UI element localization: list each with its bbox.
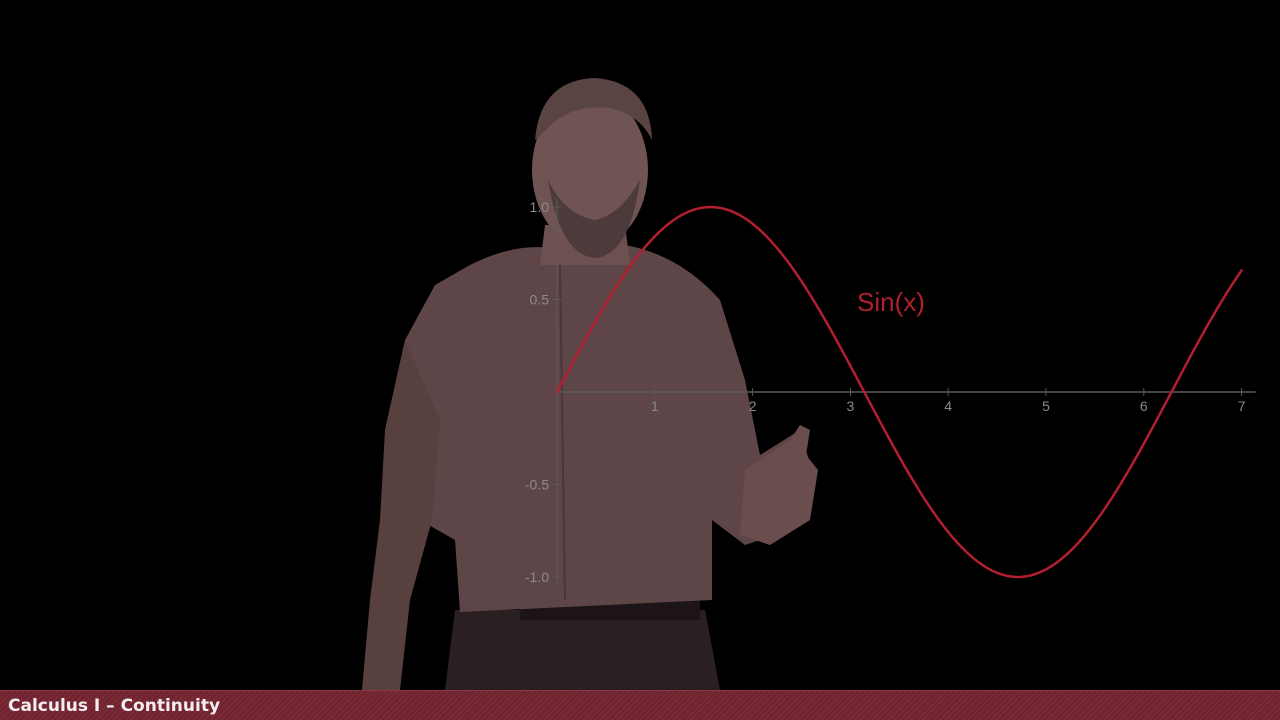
- series-label-sin: Sin(x): [857, 287, 925, 317]
- chart-axes: [557, 199, 1256, 585]
- x-tick-label-3: 3: [846, 398, 855, 414]
- x-tick-label-2: 2: [748, 398, 757, 414]
- x-tick-label-1: 1: [650, 398, 659, 414]
- y-tick-label--1.0: -1.0: [524, 569, 549, 585]
- lecture-title-bar: [0, 690, 1280, 720]
- x-tick-label-6: 6: [1139, 398, 1148, 414]
- x-tick-label-4: 4: [944, 398, 953, 414]
- y-tick-label-1.0: 1.0: [529, 199, 549, 215]
- x-tick-label-7: 7: [1237, 398, 1246, 414]
- lecture-title: Calculus I – Continuity: [8, 696, 221, 716]
- y-tick-label--0.5: -0.5: [524, 476, 549, 493]
- y-tick-label-0.5: 0.5: [529, 291, 549, 308]
- x-tick-label-5: 5: [1042, 398, 1050, 414]
